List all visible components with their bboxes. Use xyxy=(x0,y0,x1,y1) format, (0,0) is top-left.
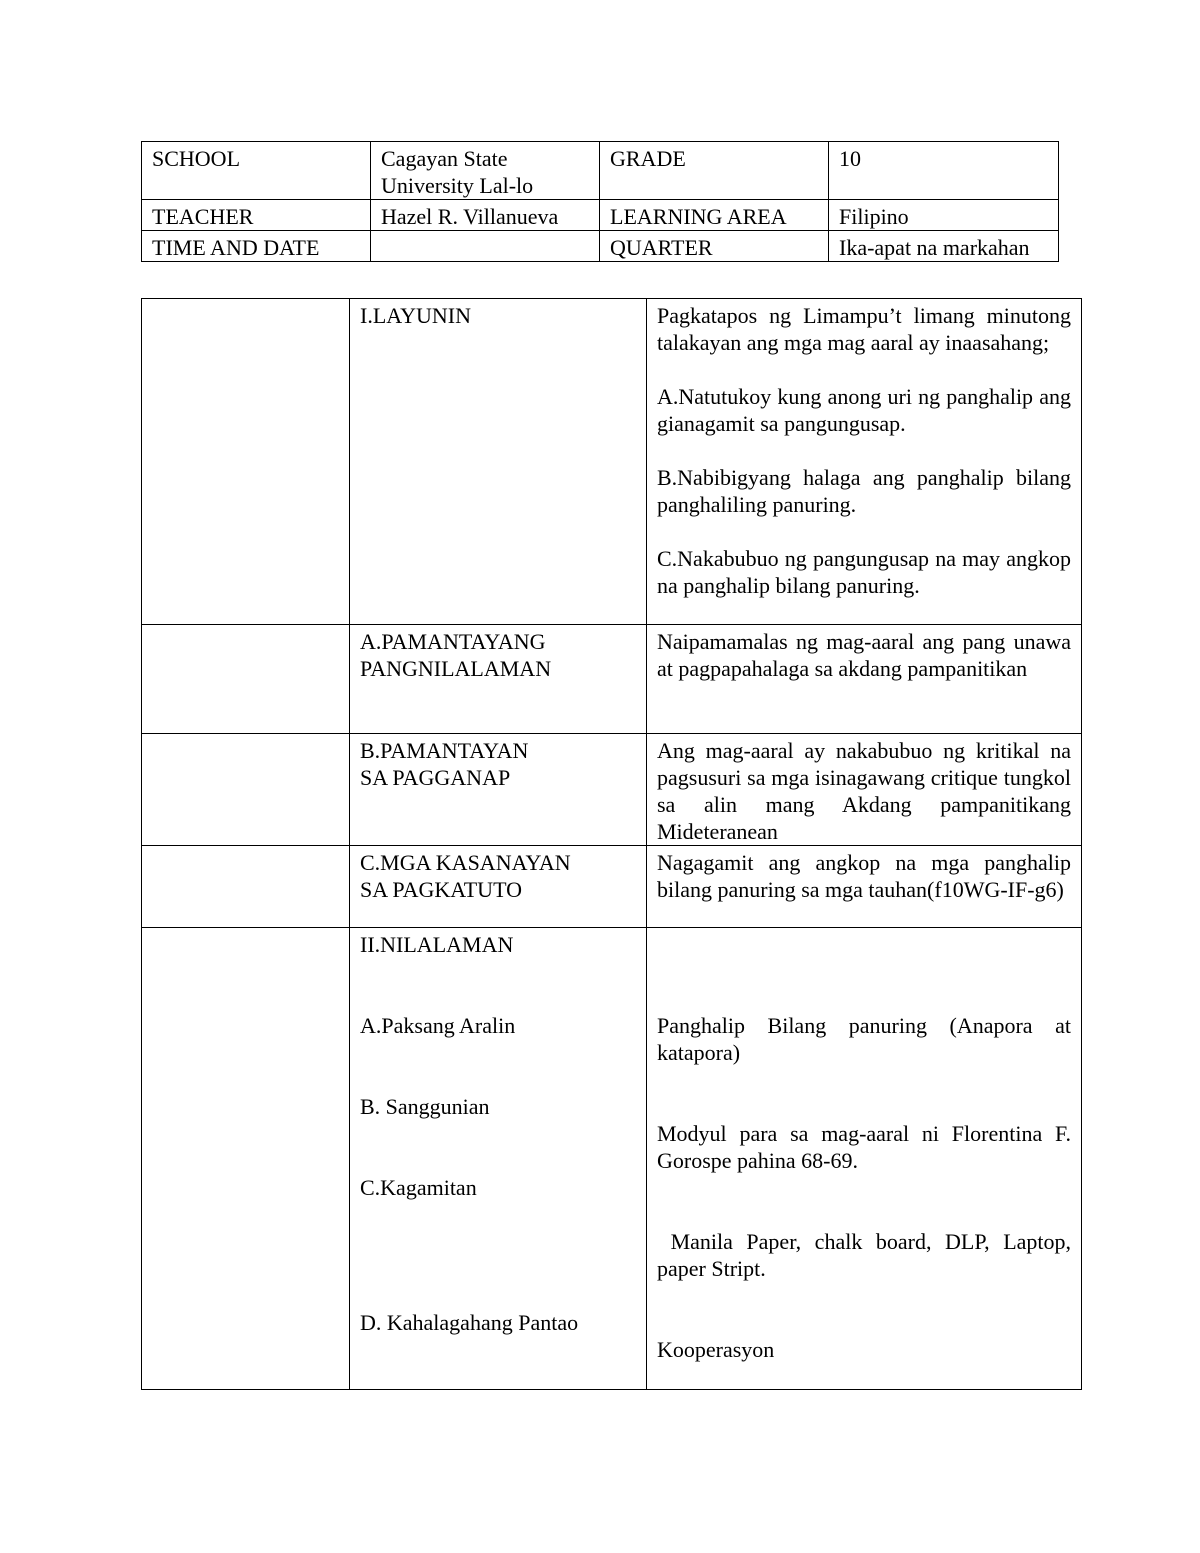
row-nilalaman xyxy=(142,928,1082,1390)
pagganap-label-line1: B.PAMANTAYAN xyxy=(360,738,529,763)
learning-area-label: LEARNING AREA xyxy=(600,200,829,231)
kagamitan-label: C.Kagamitan xyxy=(360,1175,477,1200)
school-value-line2: University Lal-lo xyxy=(381,173,534,198)
paksang-aralin-label: A.Paksang Aralin xyxy=(360,1013,516,1038)
row-pagganap-blank xyxy=(142,734,350,846)
row-pamantayang-blank xyxy=(142,625,350,734)
layunin-objective-c: C.Nakabubuo ng pangungusap na may angkop na panghalip bilang panuring. xyxy=(657,546,1071,598)
info-row-school xyxy=(142,142,1059,200)
kasanayan-content: Nagagamit ang angkop na mga panghalip bilang panuring sa mga tauhan(f10WG-IF-g6) xyxy=(647,846,1082,928)
school-value xyxy=(371,142,600,200)
time-date-value xyxy=(371,231,600,262)
lesson-plan-table xyxy=(141,298,1082,1390)
row-pamantayan-sa-pagganap xyxy=(142,734,1082,846)
time-date-label: TIME AND DATE xyxy=(142,231,371,262)
layunin-intro: Pagkatapos ng Limampu’t limang minutong talakayan ang mga mag aaral ay inaasahang; xyxy=(657,303,1071,355)
kahalagahang-pantao-label: D. Kahalagahang Pantao xyxy=(360,1310,579,1335)
row-kasanayan xyxy=(142,846,1082,928)
grade-value: 10 xyxy=(829,142,1059,200)
row-nilalaman-blank xyxy=(142,928,350,1390)
paksang-aralin-value: Panghalip Bilang panuring (Anapora at katapora) xyxy=(657,1013,1071,1065)
school-value-line1: Cagayan State xyxy=(381,146,508,171)
pamantayang-label xyxy=(350,625,647,734)
row-kasanayan-blank xyxy=(142,846,350,928)
layunin-content xyxy=(647,299,1082,625)
pamantayang-label-line1: A.PAMANTAYANG xyxy=(360,629,546,654)
pagganap-content: Ang mag-aaral ay nakabubuo ng kritikal na pagsusuri sa mga isinagawang critique tungkol sa alin mang Akdang pampanitikang Mideteranean xyxy=(647,734,1082,846)
teacher-label: TEACHER xyxy=(142,200,371,231)
kasanayan-label-line2: SA PAGKATUTO xyxy=(360,877,522,902)
kasanayan-label xyxy=(350,846,647,928)
pagganap-label-line2: SA PAGGANAP xyxy=(360,765,511,790)
info-table xyxy=(141,141,1059,262)
kahalagahang-pantao-value: Kooperasyon xyxy=(657,1337,775,1362)
nilalaman-values xyxy=(647,928,1082,1390)
nilalaman-label: II.NILALAMAN xyxy=(360,932,514,957)
sanggunian-value: Modyul para sa mag-aaral ni Florentina F. Gorospe pahina 68-69. xyxy=(657,1121,1071,1173)
pamantayang-content: Naipamamalas ng mag-aaral ang pang unawa at pagpapahalaga sa akdang pampanitikan xyxy=(647,625,1082,734)
row-layunin xyxy=(142,299,1082,625)
info-row-teacher xyxy=(142,200,1059,231)
school-label: SCHOOL xyxy=(142,142,371,200)
grade-label: GRADE xyxy=(600,142,829,200)
info-row-time xyxy=(142,231,1059,262)
teacher-value: Hazel R. Villanueva xyxy=(371,200,600,231)
quarter-value: Ika-apat na markahan xyxy=(829,231,1059,262)
pagganap-label xyxy=(350,734,647,846)
layunin-objective-a: A.Natutukoy kung anong uri ng panghalip ang gianagamit sa pangungusap. xyxy=(657,384,1071,436)
quarter-label: QUARTER xyxy=(600,231,829,262)
nilalaman-labels xyxy=(350,928,647,1390)
row-layunin-blank xyxy=(142,299,350,625)
row-pamantayang-pangnilalaman xyxy=(142,625,1082,734)
layunin-label: I.LAYUNIN xyxy=(350,299,647,625)
kasanayan-label-line1: C.MGA KASANAYAN xyxy=(360,850,571,875)
sanggunian-label: B. Sanggunian xyxy=(360,1094,490,1119)
learning-area-value: Filipino xyxy=(829,200,1059,231)
pamantayang-label-line2: PANGNILALAMAN xyxy=(360,656,552,681)
kagamitan-value: Manila Paper, chalk board, DLP, Laptop, paper Stript. xyxy=(657,1229,1077,1281)
layunin-objective-b: B.Nabibigyang halaga ang panghalip bilang panghaliling panuring. xyxy=(657,465,1071,517)
